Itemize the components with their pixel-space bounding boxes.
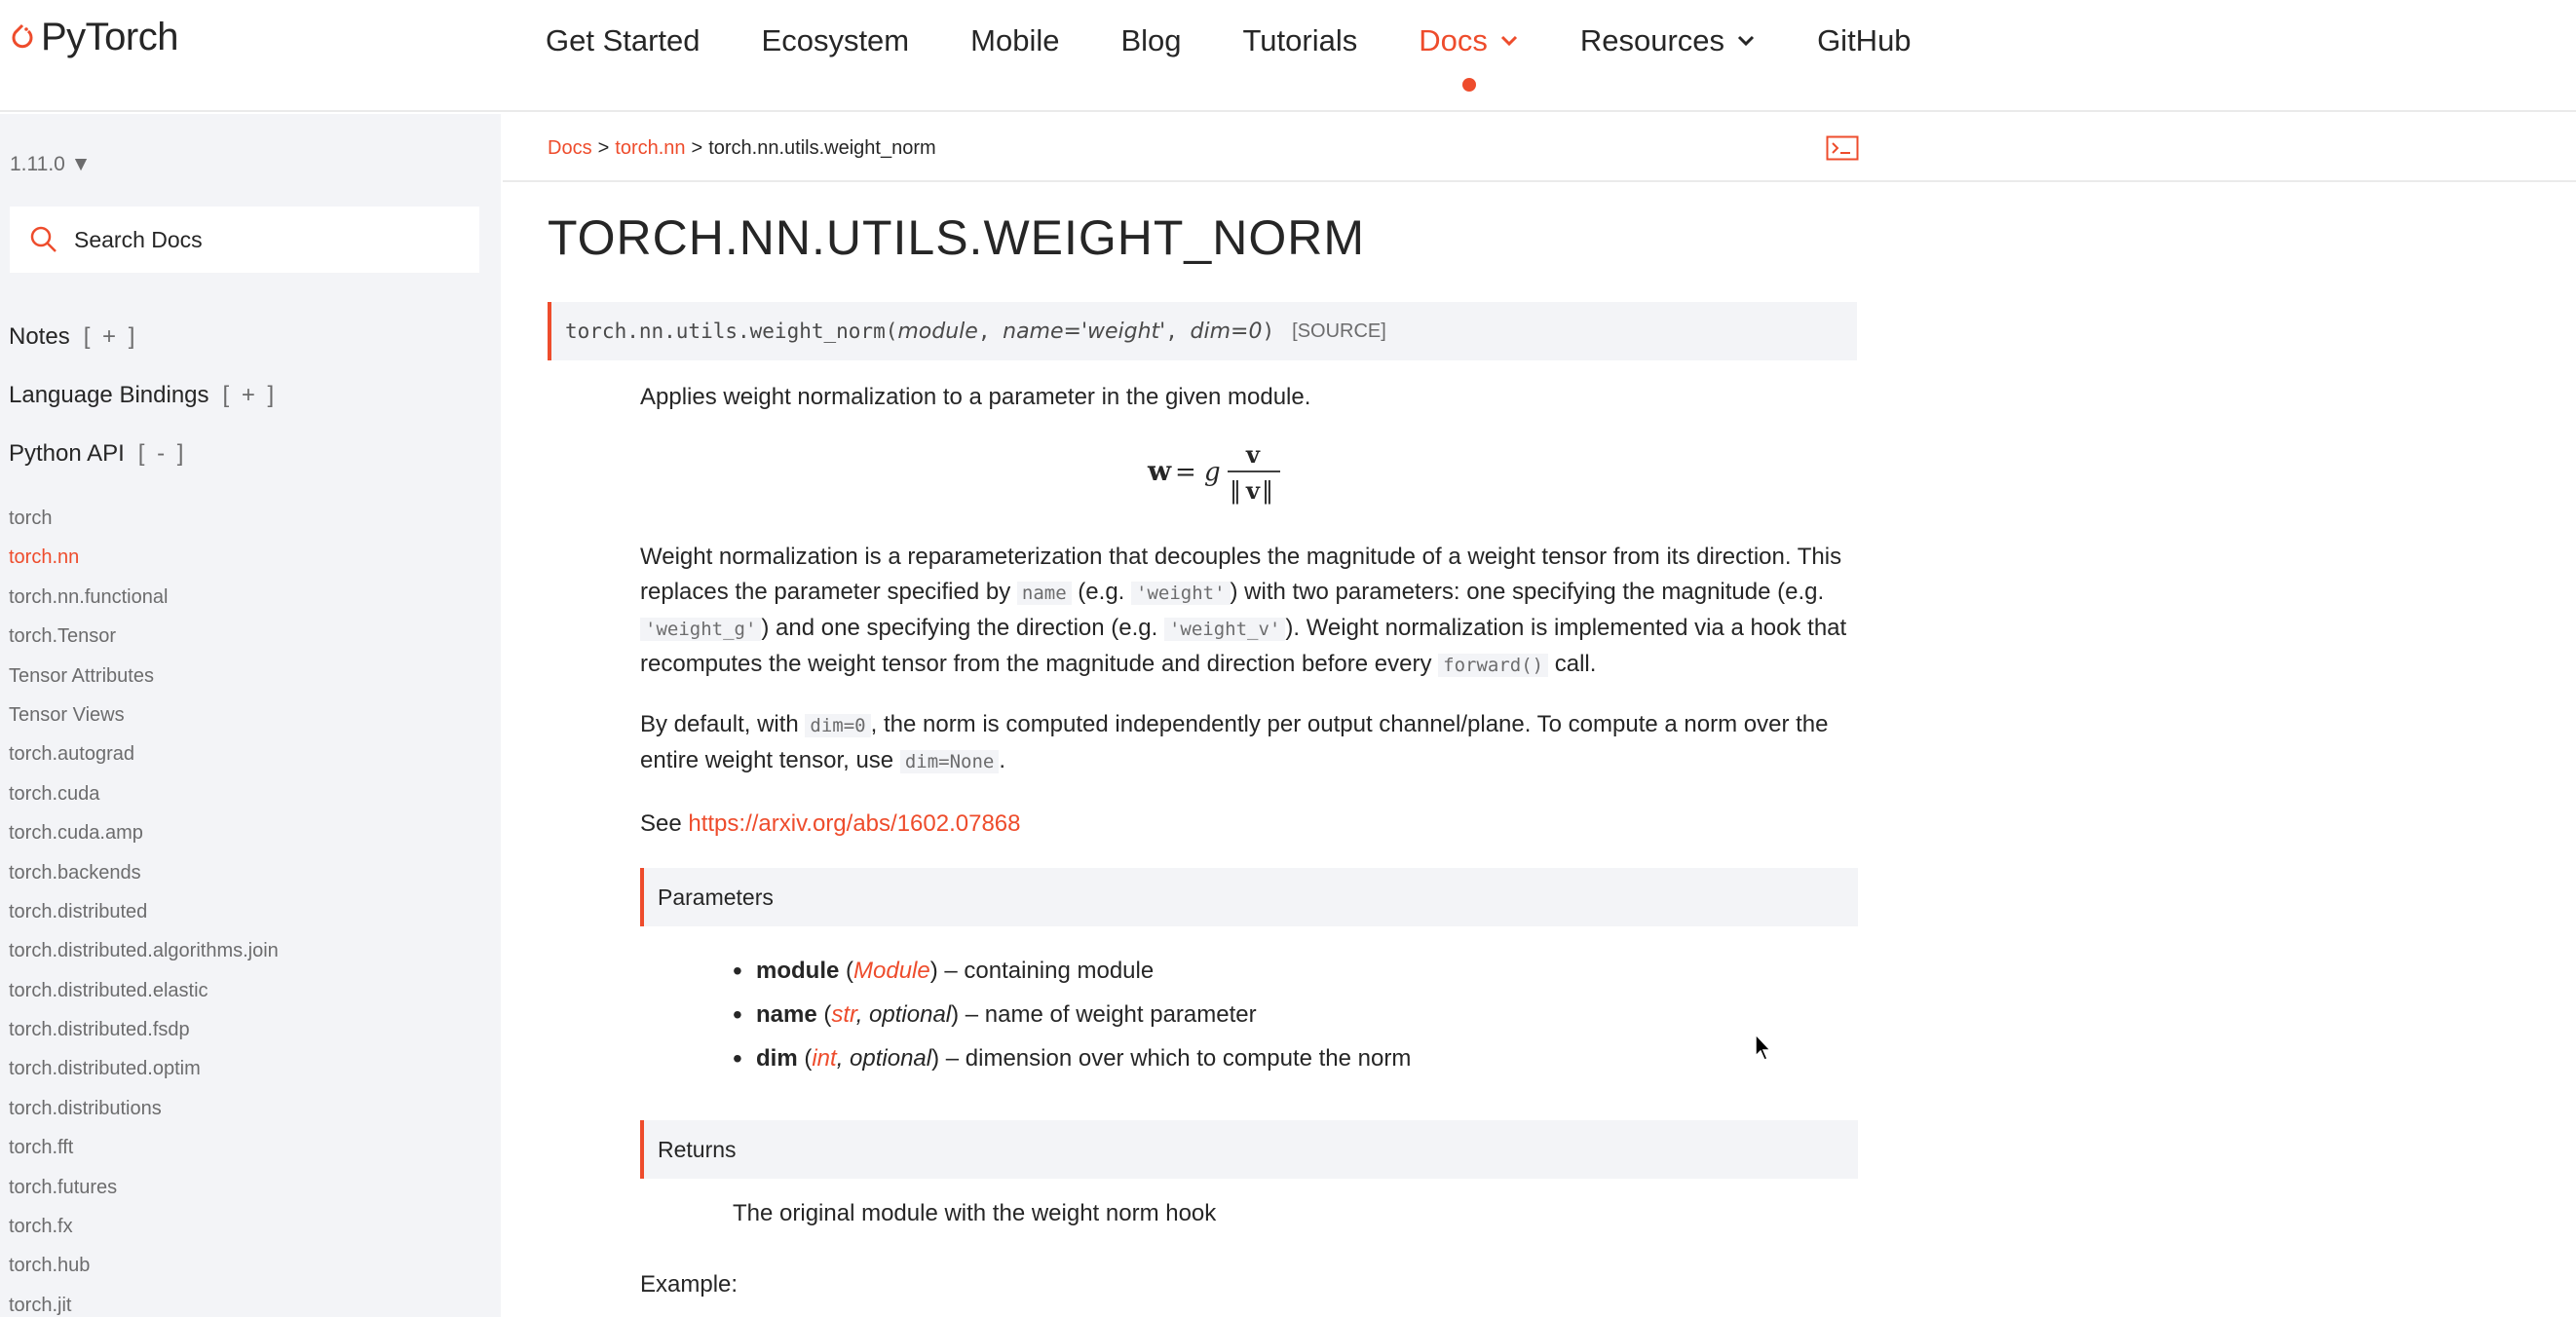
parameter-optional: , optional: [855, 1001, 952, 1028]
breadcrumb-nn-link[interactable]: torch.nn: [615, 137, 686, 159]
section-language-bindings[interactable]: [9, 382, 277, 409]
pytorch-flame-icon: [10, 23, 35, 53]
returns-heading: Returns: [640, 1120, 1858, 1179]
inline-code: forward(): [1438, 654, 1548, 677]
description-paragraph: [640, 540, 1858, 683]
api-item[interactable]: Tensor Views: [9, 703, 125, 726]
parameter-type-link[interactable]: str: [831, 1001, 856, 1028]
svg-text:g: g: [1204, 458, 1221, 487]
default-dim-paragraph: [640, 707, 1858, 779]
text-fragment: ) with two parameters: one specifying the magnitude (e.g.: [1230, 579, 1825, 605]
breadcrumb-current: torch.nn.utils.weight_norm: [708, 137, 936, 159]
source-link[interactable]: [SOURCE]: [1292, 320, 1386, 342]
example-heading: Example:: [640, 1271, 739, 1298]
api-item[interactable]: torch.nn.functional: [9, 585, 169, 608]
api-item[interactable]: torch: [9, 508, 53, 529]
active-indicator-dot: [1462, 78, 1476, 92]
text-fragment: call.: [1548, 651, 1597, 677]
nav-label: Resources: [1579, 23, 1725, 57]
nav-get-started[interactable]: [546, 23, 701, 58]
text-fragment: (: [839, 958, 854, 984]
logo-text: PyTorch: [41, 16, 178, 58]
text-fragment: (e.g.: [1071, 579, 1131, 605]
signature-close: ): [1262, 319, 1275, 343]
svg-text:‖: ‖: [1230, 477, 1241, 505]
text-fragment: , the norm is computed independently per output channel/plane. To compute a norm over the entire weight tensor, use: [640, 711, 1829, 773]
nav-label: Blog: [1120, 23, 1182, 57]
page-title: TORCH.NN.UTILS.WEIGHT_NORM: [548, 210, 1365, 265]
text-fragment: ). Weight normalization is implemented via a hook that recomputes the weight tensor from the magnitude and direction before every: [640, 615, 1847, 677]
nav-label: Tutorials: [1242, 23, 1358, 57]
api-item[interactable]: torch.distributed.elastic: [9, 979, 208, 1001]
text-fragment: (: [816, 1001, 832, 1028]
svg-text:w: w: [1148, 455, 1172, 487]
parameter-description: ) – name of weight parameter: [951, 1001, 1257, 1028]
chevron-down-icon: [1499, 34, 1519, 48]
svg-text:=: =: [1175, 458, 1196, 487]
mouse-cursor-icon: [1754, 1033, 1773, 1062]
nav-ecosystem[interactable]: [762, 23, 910, 58]
nav-tutorials[interactable]: [1243, 23, 1358, 58]
inline-code: dim=None: [900, 750, 1000, 773]
api-item[interactable]: torch.distributed.fsdp: [9, 1019, 190, 1041]
svg-text:v: v: [1246, 476, 1260, 505]
parameter-description: ) – dimension over which to compute the norm: [931, 1045, 1412, 1072]
breadcrumb-separator: >: [597, 137, 610, 159]
signature-func: torch.nn.utils.weight_norm(: [565, 319, 898, 343]
signature-arg: module: [897, 319, 978, 344]
parameter-item: [756, 993, 1411, 1036]
search-icon: [29, 225, 58, 254]
parameter-name: module: [756, 958, 840, 984]
nav-label: Mobile: [970, 23, 1060, 57]
api-item[interactable]: torch.fx: [9, 1216, 73, 1238]
text-fragment: Weight normalization is a reparameterization that decouples the magnitude of a weight tensor from its direction. This replaces the parameter specified by: [640, 544, 1842, 605]
search-box[interactable]: [10, 207, 479, 273]
section-notes[interactable]: [9, 323, 137, 351]
api-item[interactable]: torch.Tensor: [9, 625, 117, 648]
text-fragment: .: [999, 747, 1006, 773]
breadcrumb-separator: >: [691, 137, 703, 159]
api-item[interactable]: torch.backends: [9, 861, 141, 884]
signature-code: torch.nn.utils.weight_norm(module, name='weight', dim=0): [565, 319, 1275, 344]
api-item[interactable]: torch.hub: [9, 1255, 91, 1277]
api-item[interactable]: torch.distributed: [9, 900, 148, 922]
intro-text: Applies weight normalization to a parameter in the given module.: [640, 384, 1311, 410]
see-label: See: [640, 810, 689, 837]
signature-arg: name='weight': [1003, 319, 1166, 344]
nav-label: GitHub: [1817, 23, 1912, 57]
nav-resources[interactable]: [1580, 23, 1756, 58]
collapse-toggle[interactable]: [ - ]: [137, 440, 187, 467]
api-item[interactable]: torch.jit: [9, 1294, 72, 1316]
parameter-item: [756, 1036, 1411, 1080]
parameter-name: dim: [756, 1045, 798, 1072]
sidebar: [0, 114, 501, 1317]
nav-label: Ecosystem: [761, 23, 910, 57]
parameter-name: name: [756, 1001, 817, 1028]
inline-code: 'weight': [1131, 582, 1231, 605]
parameter-description: ) – containing module: [929, 958, 1155, 984]
returns-text: The original module with the weight norm hook: [733, 1200, 1217, 1226]
inline-code: dim=0: [805, 714, 870, 737]
section-label: Language Bindings: [9, 382, 209, 408]
text-fragment: ) and one specifying the direction (e.g.: [761, 615, 1164, 641]
version-selector[interactable]: 1.11.0 ▼: [10, 153, 92, 175]
nav-docs[interactable]: [1419, 23, 1519, 58]
api-item[interactable]: torch.distributed.algorithms.join: [9, 940, 279, 962]
nav-mobile[interactable]: [970, 23, 1059, 58]
api-item[interactable]: torch.cuda: [9, 782, 100, 805]
shell-icon[interactable]: [1826, 135, 1859, 161]
function-signature: [548, 302, 1857, 360]
parameter-list: [756, 949, 1411, 1080]
breadcrumb: [548, 137, 936, 160]
api-list: [9, 499, 279, 1317]
svg-text:‖: ‖: [1262, 477, 1273, 505]
parameters-heading: Parameters: [640, 868, 1858, 926]
api-item[interactable]: torch.cuda.amp: [9, 822, 143, 845]
parameter-type-link[interactable]: int: [812, 1045, 837, 1072]
api-item[interactable]: torch.distributed.optim: [9, 1058, 201, 1080]
text-fragment: (: [797, 1045, 813, 1072]
weight-norm-formula: [1146, 436, 1282, 514]
nav-label: Get Started: [546, 23, 701, 57]
svg-text:v: v: [1246, 440, 1260, 469]
top-header: [0, 0, 2576, 112]
pytorch-logo[interactable]: [10, 16, 178, 59]
expand-toggle[interactable]: [ + ]: [222, 382, 278, 408]
inline-code: 'weight_v': [1164, 618, 1285, 641]
section-python-api[interactable]: [9, 440, 186, 468]
api-item[interactable]: torch.distributions: [9, 1097, 162, 1119]
api-item[interactable]: torch.autograd: [9, 743, 134, 766]
api-item[interactable]: torch.futures: [9, 1176, 118, 1198]
inline-code: name: [1017, 582, 1072, 605]
api-item[interactable]: Tensor Attributes: [9, 664, 154, 687]
inline-code: 'weight_g': [640, 618, 761, 641]
text-fragment: By default, with: [640, 711, 806, 737]
breadcrumb-docs-link[interactable]: Docs: [548, 137, 592, 159]
main-nav: [546, 23, 1973, 58]
nav-label: Docs: [1419, 23, 1488, 57]
section-label: Python API: [9, 440, 125, 467]
parameter-item: [756, 949, 1411, 993]
parameter-type-link[interactable]: Module: [853, 958, 930, 984]
see-reference: [640, 807, 1858, 842]
section-label: Notes: [9, 323, 70, 350]
api-item[interactable]: torch.fft: [9, 1137, 74, 1159]
arxiv-link[interactable]: https://arxiv.org/abs/1602.07868: [688, 810, 1021, 837]
api-item-active[interactable]: torch.nn: [9, 546, 80, 569]
signature-arg: dim=0: [1190, 319, 1263, 344]
parameter-optional: , optional: [836, 1045, 932, 1072]
nav-github[interactable]: [1817, 23, 1911, 58]
chevron-down-icon: [1736, 34, 1756, 48]
breadcrumb-bar: [503, 114, 2576, 182]
nav-blog[interactable]: [1120, 23, 1181, 58]
search-input[interactable]: [74, 227, 464, 253]
expand-toggle[interactable]: [ + ]: [83, 323, 138, 350]
